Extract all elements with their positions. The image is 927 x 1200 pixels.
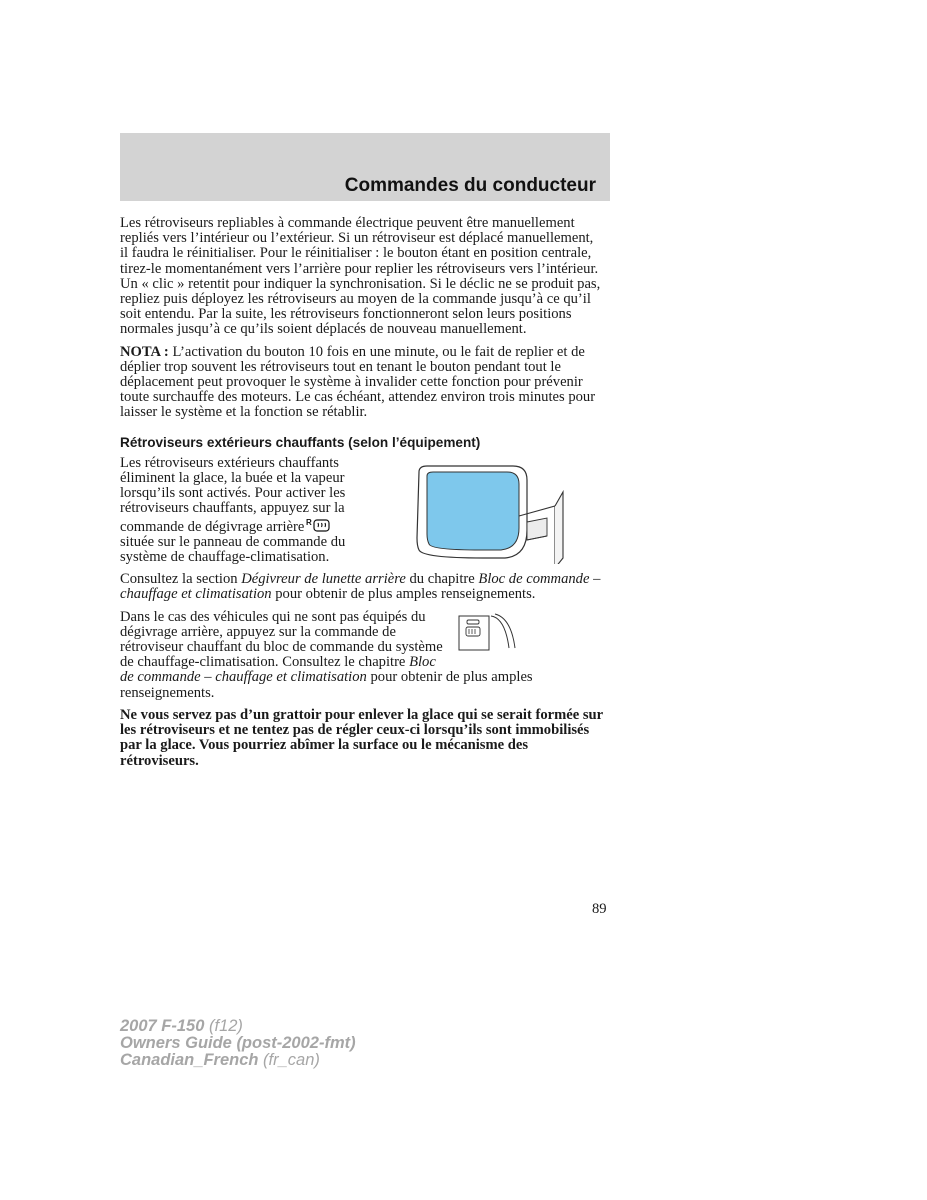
- section-header: [120, 133, 610, 201]
- no-defrost-text: Dans le cas des véhicules qui ne sont pas équipés du dégivrage arrière, appuyez sur la commande de rétroviseur chauffant du bloc de commande du système de chauffage-climatisation. Consultez le chapitre: [120, 608, 443, 671]
- document-footer: [120, 1018, 356, 1069]
- heated-text-end: située sur le panneau de commande du système de chauffage-climatisation.: [120, 533, 346, 566]
- footer-model-code: (f12): [204, 1017, 243, 1035]
- consult-chapter-ref: Bloc de commande – chauffage et climatisation: [120, 571, 601, 603]
- footer-model: 2007 F-150: [120, 1017, 205, 1035]
- no-defrost-chapter-ref: Bloc de commande – chauffage et climatisation: [120, 654, 436, 686]
- page-content: [120, 216, 605, 776]
- consult-text-2: du chapitre: [405, 571, 479, 588]
- footer-line-3: [120, 1052, 356, 1069]
- defrost-icon-letter: R: [306, 517, 313, 527]
- note-text: L’activation du bouton 10 fois en une minute, ou le fait de replier et de déplier trop souvent les rétroviseurs tout en tenant le bouton pendant tout le déplacement peut provoquer le système à invalider cette fonction pour prévenir toute surchauffe des moteurs. Le cas échéant, attendez environ trois minutes pour laisser le système et la fonction se rétablir.: [120, 343, 596, 421]
- folding-mirrors-paragraph: Les rétroviseurs repliables à commande électrique peuvent être manuellement repliés vers l’intérieur ou l’extérieur. Si un rétroviseur est déplacé manuellement, il faudra le réinitialiser. Pour le réinitialiser : le bouton étant en position centrale, tirez-le momentanément vers l’arrière pour replier les rétroviseurs vers l’intérieur. Un « clic » retentit pour indiquer la synchronisation. Si le déclic ne se produit pas, repliez puis déployez les rétroviseurs au moyen de la commande jusqu’à ce qu’il soit entendu. Par la suite, les rétroviseurs fonctionneront selon leurs positions normales jusqu’à ce qu’ils soient déplacés de nouveau manuellement.: [120, 215, 601, 338]
- section-title: Commandes du conducteur: [344, 175, 596, 196]
- consult-text-3: pour obtenir de plus amples renseignements.: [271, 586, 536, 603]
- rear-defrost-icon: [306, 517, 332, 533]
- warning-paragraph: Ne vous servez pas d’un grattoir pour enlever la glace qui se serait formée sur les rétroviseurs et ne tentez pas de régler ceux-ci lorsqu’ils sont immobilisés par la glace. Vous pourriez abîmer la surface ou le mécanisme des rétroviseurs.: [120, 706, 603, 769]
- heated-mirror-control-illustration: [457, 612, 517, 654]
- footer-language: Canadian_French: [120, 1051, 259, 1069]
- consult-section-ref: Dégivreur de lunette arrière: [241, 571, 406, 588]
- footer-language-code: (fr_can): [258, 1051, 320, 1069]
- consult-text: Consultez la section: [120, 571, 242, 588]
- note-paragraph: [120, 345, 605, 421]
- heated-mirror-illustration: [415, 464, 575, 564]
- note-label: NOTA :: [120, 343, 169, 360]
- consult-paragraph: [120, 572, 605, 602]
- no-defrost-block: [120, 610, 605, 701]
- heated-text-start: Les rétroviseurs extérieurs chauffants éliminent la glace, la buée et la vapeur lorsqu’ils sont activés. Pour activer les rétroviseurs chauffants, appuyez sur la commande de dégivrage arrière: [120, 454, 346, 535]
- page-number: 89: [592, 901, 607, 917]
- footer-line-2: Owners Guide (post-2002-fmt): [120, 1034, 356, 1052]
- heated-mirrors-block: [120, 456, 605, 565]
- heated-mirrors-paragraph: [120, 456, 365, 565]
- no-defrost-text-2: pour obtenir de plus amples renseignements.: [120, 669, 533, 701]
- no-defrost-paragraph: [120, 610, 605, 701]
- heated-mirrors-heading: Rétroviseurs extérieurs chauffants (selon l’équipement): [120, 434, 481, 450]
- footer-line-1: [120, 1018, 356, 1035]
